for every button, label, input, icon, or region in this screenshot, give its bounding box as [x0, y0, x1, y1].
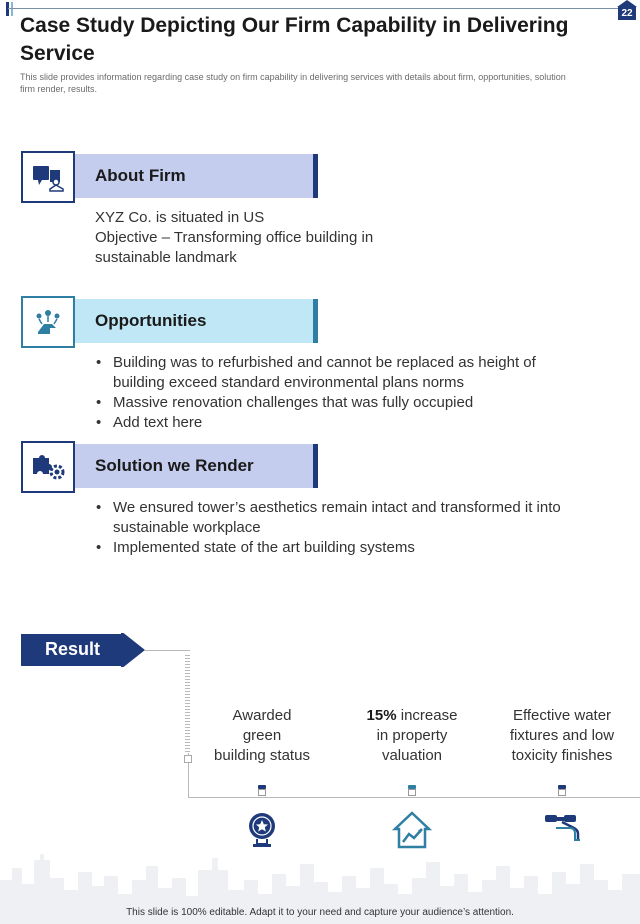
footer-note: This slide is 100% editable. Adapt it to your need and capture your audience’s attention.	[126, 907, 514, 918]
list-item-line: • Add text here	[113, 414, 203, 431]
opportunities-heading-bar	[75, 299, 318, 343]
list-item-line: sustainable workplace	[113, 519, 261, 536]
page-subtitle: This slide provides information regarding case study on firm capability in delivering services with details about firm, opportunities, solution firm render, results.	[20, 72, 566, 94]
result-item-3	[492, 706, 632, 766]
hand-ideas-icon	[30, 304, 66, 340]
result-connector	[145, 650, 190, 651]
solution-heading: Solution we Render	[95, 456, 254, 475]
list-item	[95, 353, 620, 393]
result-item-1	[192, 706, 332, 766]
result-item-line: toxicity finishes	[511, 747, 613, 764]
list-item	[95, 498, 620, 538]
result-item-line: in property	[376, 727, 448, 744]
opportunities-icon-box	[21, 296, 75, 348]
result-item-line: Effective water	[512, 707, 612, 724]
heading-bar-cap	[313, 154, 318, 198]
solution-icon-box	[21, 441, 75, 493]
page-number-badge	[616, 0, 638, 20]
result-item-line: valuation	[381, 747, 443, 764]
solution-list	[95, 498, 620, 558]
house-growth-icon	[392, 810, 432, 850]
puzzle-gear-icon	[30, 450, 66, 484]
result-item-line: building status	[214, 747, 310, 764]
opportunities-list	[95, 353, 620, 433]
award-medal-icon	[242, 810, 282, 850]
result-highlight: 15%	[366, 707, 397, 724]
result-item-line-rest: increase	[396, 707, 458, 724]
list-item-line: • Building was to refurbished and cannot be replaced as height of	[113, 354, 536, 371]
list-item-line: • Implemented state of the art building systems	[113, 539, 415, 556]
result-item-2	[342, 706, 482, 766]
left-accent-tick	[6, 2, 9, 16]
opportunities-heading: Opportunities	[95, 311, 207, 330]
result-label: Result	[45, 639, 101, 659]
page-title: Case Study Depicting Our Firm Capability in Delivering Service	[20, 14, 569, 65]
page-number: 22	[618, 7, 636, 20]
result-timeline	[188, 797, 640, 798]
water-tap-icon	[542, 810, 582, 850]
list-item	[95, 393, 620, 413]
solution-heading-bar	[75, 444, 318, 488]
timeline-node	[558, 785, 566, 796]
heading-bar-cap	[313, 444, 318, 488]
heading-bar-cap	[313, 299, 318, 343]
about-firm-icon-box	[21, 151, 75, 203]
about-firm-line: XYZ Co. is situated in US	[95, 209, 265, 226]
timeline-node	[408, 785, 416, 796]
result-item-line: green	[242, 727, 282, 744]
presentation-icon	[30, 160, 66, 194]
about-firm-heading-bar	[75, 154, 318, 198]
result-line-node	[184, 755, 192, 763]
result-item-line	[342, 706, 482, 726]
list-item	[95, 413, 620, 433]
house-roof-icon	[617, 0, 637, 7]
list-item	[95, 538, 620, 558]
result-item-line: fixtures and low	[509, 727, 615, 744]
list-item-line: building exceed standard environmental plans norms	[113, 374, 465, 391]
timeline-node	[258, 785, 266, 796]
about-firm-line: Objective – Transforming office building in	[95, 229, 374, 246]
result-item-line: Awarded	[232, 707, 292, 724]
top-rule	[8, 8, 618, 9]
list-item-line: • Massive renovation challenges that was fully occupied	[113, 394, 474, 411]
left-accent-tick-light	[11, 2, 13, 16]
about-firm-line: sustainable landmark	[95, 249, 237, 266]
about-firm-text	[95, 208, 615, 268]
result-ruler	[185, 655, 190, 753]
list-item-line: • We ensured tower’s aesthetics remain intact and transformed it into	[113, 499, 561, 516]
about-firm-heading: About Firm	[95, 166, 186, 185]
